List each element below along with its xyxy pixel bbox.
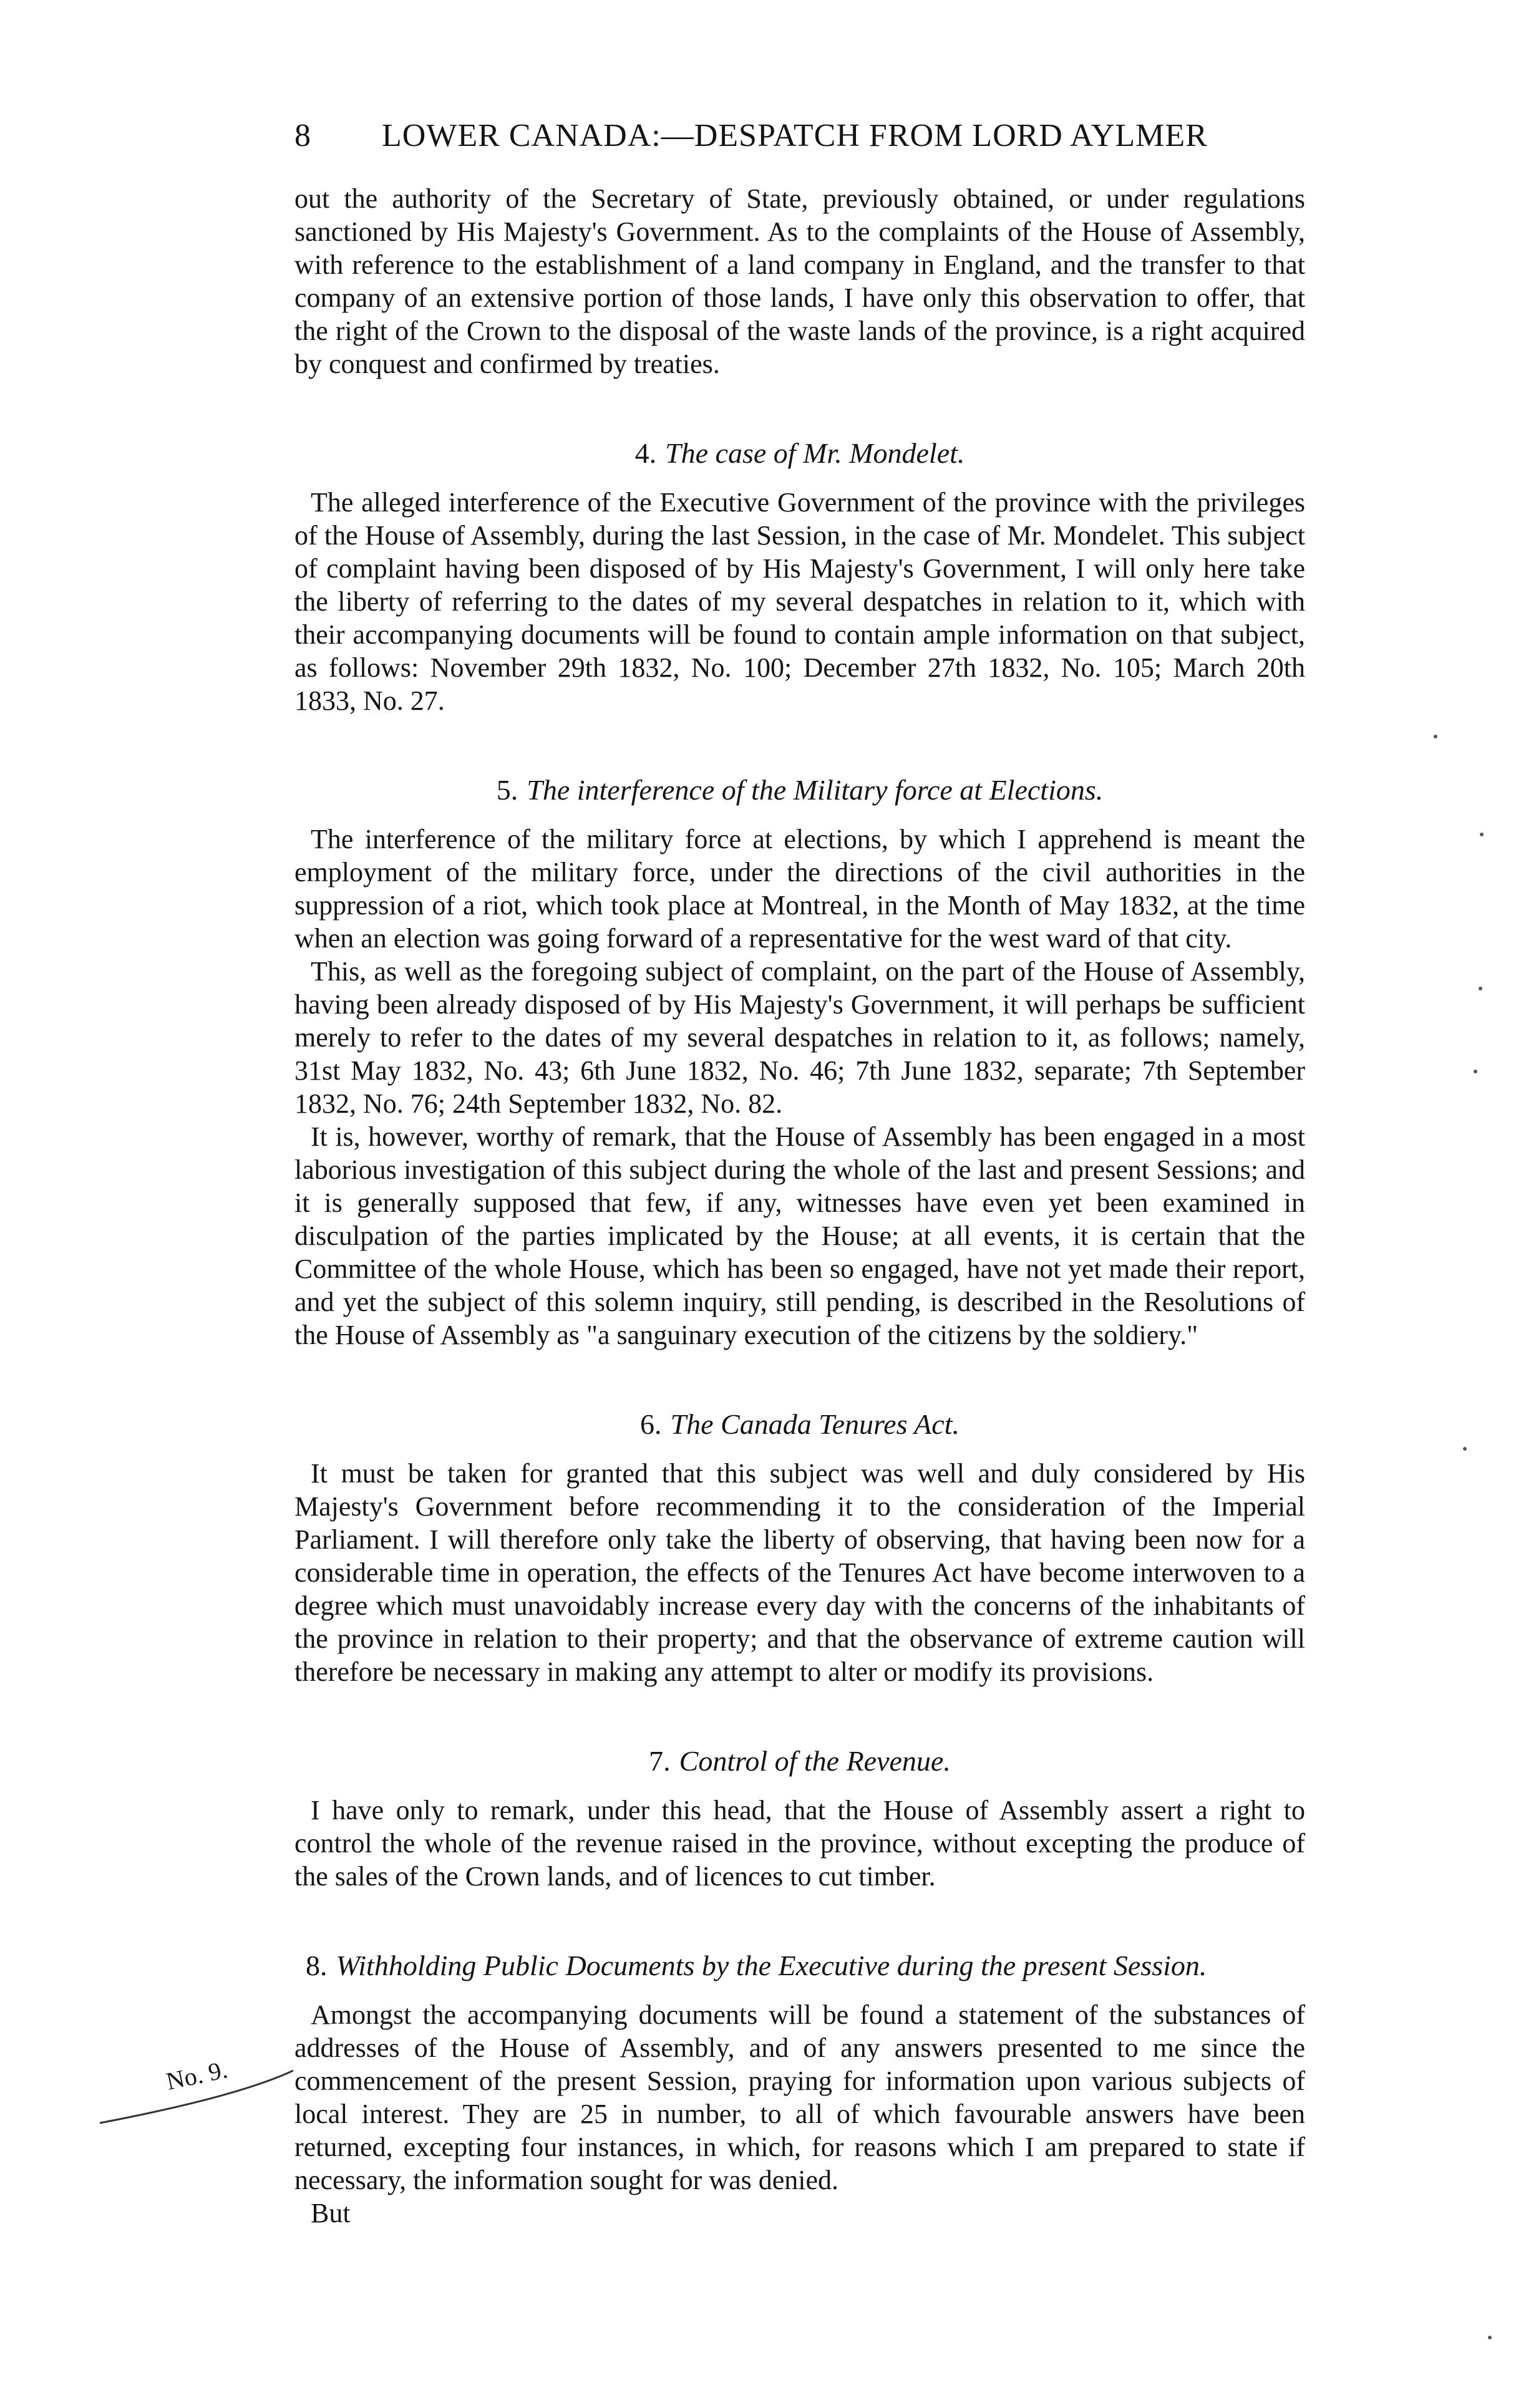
section-title-6: The Canada Tenures Act.	[670, 1408, 960, 1440]
section-5-paragraph-3: It is, however, worthy of remark, that the House of Assembly has been engaged in a most laborious investigation of this subject during the whole of the last and present Sessions; and it is generally supposed that few, if any, witnesses have even yet been examined in disculpation of the parties implicated by the House; at all events, it is certain that the Committee of the whole House, which has been so engaged, have not yet made their report, and yet the subject of this solemn inquiry, still pending, is described in the Resolutions of the House of Assembly as "a sanguinary execution of the citizens by the soldiery."	[294, 1121, 1305, 1350]
paper-speck	[1479, 987, 1482, 990]
paper-speck	[1463, 1447, 1467, 1451]
paper-speck	[1474, 1070, 1477, 1073]
section-heading-7	[294, 1744, 1305, 1777]
page-header	[294, 117, 1305, 154]
marginal-note	[94, 2053, 293, 2128]
section-number-4: 4.	[634, 437, 657, 469]
section-title-8: Withholding Public Documents by the Executive during the present Session.	[336, 1950, 1207, 1981]
section-number-5: 5.	[496, 774, 518, 806]
section-5-paragraph-2: This, as well as the foregoing subject of complaint, on the part of the House of Assembly, having been already disposed of by His Majesty's Government, it will perhaps be sufficient merely to refer to the dates of my several despatches in relation to it, as follows; namely, 31st May 1832, No. 43; 6th June 1832, No. 46; 7th June 1832, separate; 7th September 1832, No. 76; 24th September 1832, No. 82.	[294, 956, 1305, 1119]
section-title-5: The interference of the Military force at Elections.	[527, 774, 1104, 806]
section-title-4: The case of Mr. Mondelet.	[665, 437, 965, 469]
section-number-7: 7.	[649, 1745, 671, 1777]
paper-speck	[1434, 735, 1437, 738]
section-number-8: 8.	[306, 1950, 328, 1981]
section-heading-6	[294, 1408, 1305, 1441]
section-number-6: 6.	[640, 1408, 662, 1440]
section-heading-8	[294, 1949, 1305, 1982]
section-8-paragraph-1: Amongst the accompanying documents will be found a statement of the substances of addresses of the House of Assembly, and of any answers presented to me since the commencement of the present Session, praying for information upon various subjects of local interest. They are 25 in number, to all of which favourable answers have been returned, excepting four instances, in which, for reasons which I am prepared to state if necessary, the information sought for was denied.	[294, 1999, 1305, 2195]
section-title-7: Control of the Revenue.	[679, 1745, 951, 1777]
marginal-pointer-line	[94, 2053, 293, 2128]
section-7-paragraph-1: I have only to remark, under this head, that the House of Assembly assert a right to control the whole of the revenue raised in the province, without excepting the produce of the sales of the Crown lands, and of licences to cut timber.	[294, 1795, 1305, 1892]
section-4-paragraph-1: The alleged interference of the Executive Government of the province with the privileges of the House of Assembly, during the last Session, in the case of Mr. Mondelet. This subject of complaint having been disposed of by His Majesty's Government, I will only here take the liberty of referring to the dates of my several despatches in relation to it, which with their accompanying documents will be found to contain ample information on that subject, as follows: November 29th 1832, No. 100; December 27th 1832, No. 105; March 20th 1833, No. 27.	[294, 487, 1305, 716]
section-6-paragraph-1: It must be taken for granted that this subject was well and duly considered by His Majesty's Government before recommending it to the consideration of the Imperial Parliament. I will therefore only take the liberty of observing, that having been now for a considerable time in operation, the effects of the Tenures Act have become interwoven to a degree which must unavoidably increase every day with the concerns of the inhabitants of the province in relation to their property; and that the observance of extreme caution will therefore be necessary in making any attempt to alter or modify its provisions.	[294, 1458, 1305, 1687]
page-number: 8	[294, 118, 311, 153]
body-text	[294, 182, 1305, 2230]
marginal-note-label: No. 9.	[163, 2055, 230, 2096]
section-5-paragraph-1: The interference of the military force at elections, by which I apprehend is meant the employment of the military force, under the directions of the civil authorities in the suppression of a riot, which took place at Montreal, in the Month of May 1832, at the time when an election was going forward of a representative for the west ward of that city.	[294, 824, 1305, 954]
paper-speck	[1480, 833, 1484, 836]
section-heading-4	[294, 437, 1305, 470]
intro-paragraph: out the authority of the Secretary of State, previously obtained, or under regulations sanctioned by His Majesty's Government. As to the complaints of the House of Assembly, with reference to the establishment of a land company in England, and the transfer to that company of an extensive portion of those lands, I have only this observation to offer, that the right of the Crown to the disposal of the waste lands of the province, is a right acquired by conquest and confirmed by treaties.	[294, 183, 1305, 379]
running-title: LOWER CANADA:—DESPATCH FROM LORD AYLMER	[382, 118, 1208, 153]
section-heading-5	[294, 773, 1305, 806]
catchword: But	[311, 2198, 351, 2228]
paper-speck	[1488, 2336, 1492, 2339]
